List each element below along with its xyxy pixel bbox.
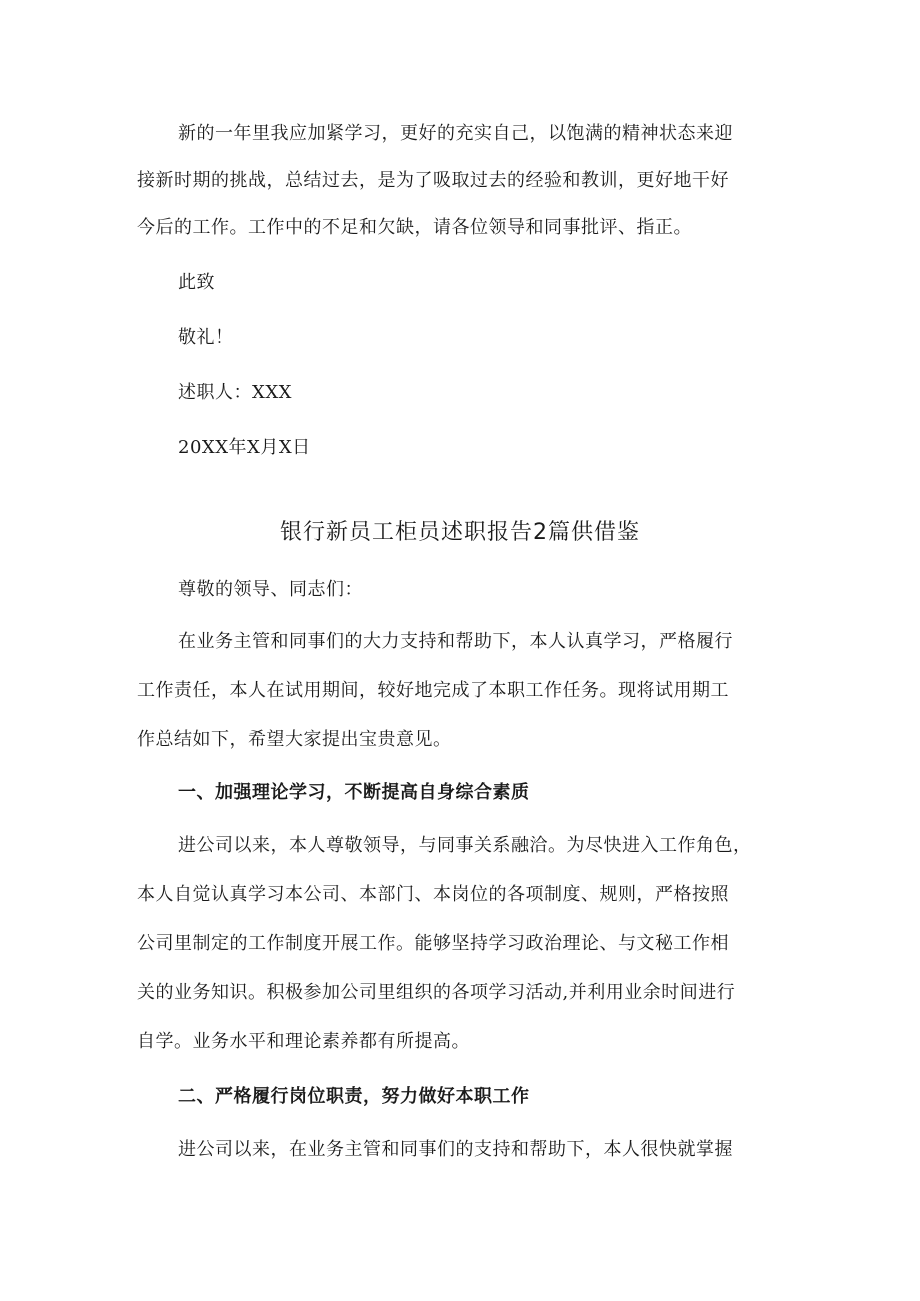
paragraph-line: 关的业务知识。积极参加公司里组织的各项学习活动,并利用业余时间进行 (137, 982, 736, 1003)
section-heading: 一、加强理论学习，不断提高自身综合素质 (178, 782, 530, 803)
closing-text: 此致 (178, 272, 215, 293)
paragraph-line: 进公司以来，在业务主管和同事们的支持和帮助下，本人很快就掌握 (178, 1139, 733, 1160)
paragraph-line: 作总结如下，希望大家提出宝贵意见。 (137, 729, 452, 750)
date-line: 20XX年X月X日 (178, 437, 311, 458)
salute-text: 敬礼！ (178, 327, 234, 348)
paragraph-line: 接新时期的挑战，总结过去，是为了吸取过去的经验和教训，更好地干好 (137, 170, 729, 191)
paragraph-line: 今后的工作。工作中的不足和欠缺，请各位领导和同事批评、指正。 (137, 217, 692, 238)
paragraph-line: 自学。业务水平和理论素养都有所提高。 (137, 1031, 470, 1052)
paragraph-line: 公司里制定的工作制度开展工作。能够坚持学习政治理论、与文秘工作相 (137, 933, 729, 954)
paragraph-line: 进公司以来，本人尊敬领导，与同事关系融洽。为尽快进入工作角色， (178, 835, 752, 856)
greeting-text: 尊敬的领导、同志们： (178, 579, 363, 600)
document-title: 银行新员工柜员述职报告2篇供借鉴 (280, 520, 640, 545)
signature-line: 述职人：XXX (178, 382, 292, 403)
paragraph-line: 工作责任，本人在试用期间，较好地完成了本职工作任务。现将试用期工 (137, 680, 729, 701)
paragraph-line: 新的一年里我应加紧学习，更好的充实自己，以饱满的精神状态来迎 (178, 123, 733, 144)
paragraph-line: 在业务主管和同事们的大力支持和帮助下，本人认真学习，严格履行 (178, 631, 733, 652)
section-heading: 二、严格履行岗位职责，努力做好本职工作 (178, 1086, 530, 1107)
paragraph-line: 本人自觉认真学习本公司、本部门、本岗位的各项制度、规则，严格按照 (137, 884, 729, 905)
